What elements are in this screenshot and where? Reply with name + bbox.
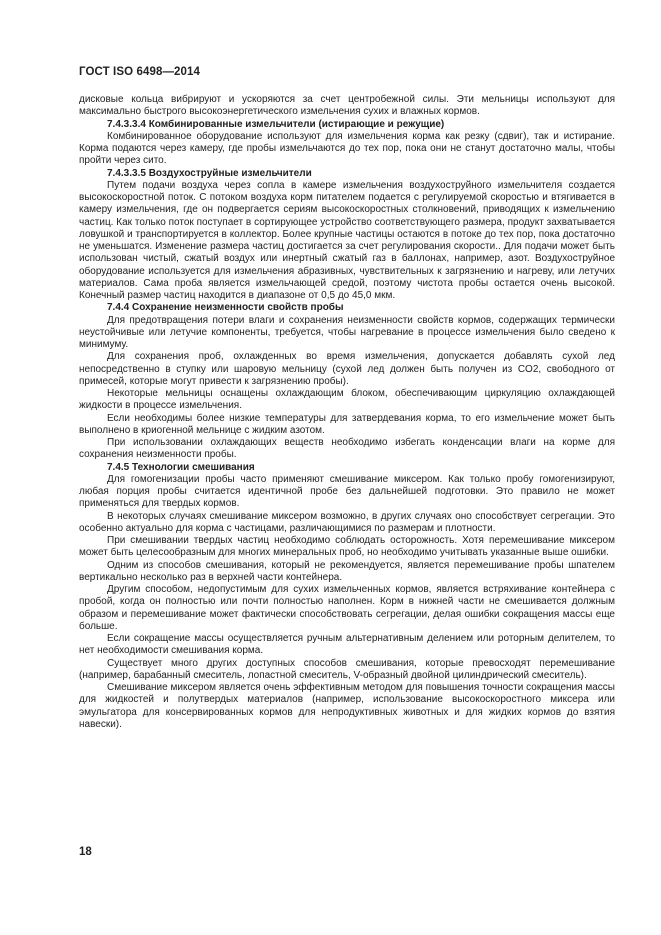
paragraph: При смешивании твердых частиц необходимо соблюдать осторожность. Хотя перемешивание миксером может быть целесообразным для многих минеральных проб, но необходимо учитывать указанные выше ошибки. [79,535,615,559]
paragraph: дисковые кольца вибрируют и ускоряются за счет центробежной силы. Эти мельницы используют для максимально быстрого высокоэнергетического измельчения сухих и влажных кормов. [79,94,615,118]
paragraph: Существует много других доступных способов смешивания, которые превосходят перемешивание (например, барабанный смеситель, лопастной смеситель, V-образный двойной цилиндрический смеситель). [79,657,615,681]
paragraph: Если сокращение массы осуществляется ручным альтернативным делением или роторным делителем, то нет необходимости смешивания корма. [79,633,615,657]
paragraph: Некоторые мельницы оснащены охлаждающим блоком, обеспечивающим циркуляцию охлаждающей жидкости в процессе измельчения. [79,388,615,412]
paragraph: Для сохранения проб, охлажденных во время измельчения, допускается добавлять сухой лед непосредственно в ступку или шаровую мельницу (сухой лед должен быть получен из CO2, свободного от примесей, которые могут привести к загрязнению пробы). [79,351,615,387]
paragraph: Для предотвращения потери влаги и сохранения неизменности свойств кормов, содержащих термически неустойчивые или летучие компоненты, требуется, чтобы нагревание в процессе измельчения было сведено к минимуму. [79,314,615,350]
paragraph: Если необходимы более низкие температуры для затвердевания корма, то его измельчение может быть выполнено в криогенной мельнице с жидким азотом. [79,412,615,436]
paragraph: Для гомогенизации пробы часто применяют смешивание миксером. Как только пробу гомогенизируют, любая порция пробы считается идентичной пробе без дальнейшей подготовки. Это правило не может применяться для твердых кормов. [79,473,615,510]
section-heading: 7.4.3.3.4 Комбинированные измельчители (истирающие и режущие) [107,118,445,130]
paragraph: При использовании охлаждающих веществ необходимо избегать конденсации влаги на корме для сохранения неизменности пробы. [79,437,615,461]
document-header: ГОСТ ISO 6498—2014 [79,66,201,78]
document-body [79,94,615,731]
paragraph: Смешивание миксером является очень эффективным методом для повышения точности сокращения массы для жидкостей и полутвердых материалов (например, использование высокоскоростного миксера или эмульгатора для консервированных кормов для непродуктивных животных и для жидких кормов до взятия навески). [79,682,615,730]
paragraph: Одним из способов смешивания, который не рекомендуется, является перемешивание пробы шпателем вертикально несколько раз в верхней части контейнера. [79,559,615,583]
section-heading: 7.4.4 Сохранение неизменности свойств пробы [107,302,344,314]
paragraph: В некоторых случаях смешивание миксером возможно, в других случаях оно способствует сегрегации. Это особенно актуально для корма с частицами, различающимися по размерам и плотности. [79,510,615,534]
section-heading: 7.4.3.3.5 Воздухоструйные измельчители [107,167,312,179]
page-number: 18 [79,846,92,858]
paragraph: Комбинированное оборудование используют для измельчения корма как резку (сдвиг), так и истирание. Корма подаются через камеру, где пробы измельчаются до тех пор, пока они не станут достаточно малы, чтобы пройти через сито. [79,130,615,167]
paragraph: Другим способом, недопустимым для сухих измельченных кормов, является встряхивание контейнера с пробой, когда он полностью или почти полностью наполнен. Корм в нижней части не смешивается должным образом и перемешивание может фактически способствовать сегрегации, делая ошибки сокращения массы еще больше. [79,584,615,632]
paragraph: Путем подачи воздуха через сопла в камере измельчения воздухоструйного измельчителя создается высокоскоростной поток. С потоком воздуха корм питателем подается с регулируемой скоростью и втягивается в камеру измельчения, где он подвергается сериям высокоскоростных столкновений, приводящих к измельчению частиц. Как только поток поступает в сортирующее устройство соответствующего размера, продукт захватывается ловушкой и транспортируется в коллектор. Более крупные частицы остаются в потоке до тех пор, пока достаточно не уменьшатся. Изменение размера частиц достигается за счет регулирования скорости.. Для подачи может быть использован чистый, сжатый воздух или инертный сжатый газ в баллонах, например, азот. Воздухоструйное оборудование используется для измельчения абразивных, чувствительных к загрязнению и нагреву, или летучих материалов. Сама проба является измельчающей средой, поэтому чистота пробы остается очень высокой. Конечный размер частиц находится в диапазоне от 0,5 до 45,0 мкм. [79,179,615,301]
section-heading: 7.4.5 Технологии смешивания [107,461,255,473]
